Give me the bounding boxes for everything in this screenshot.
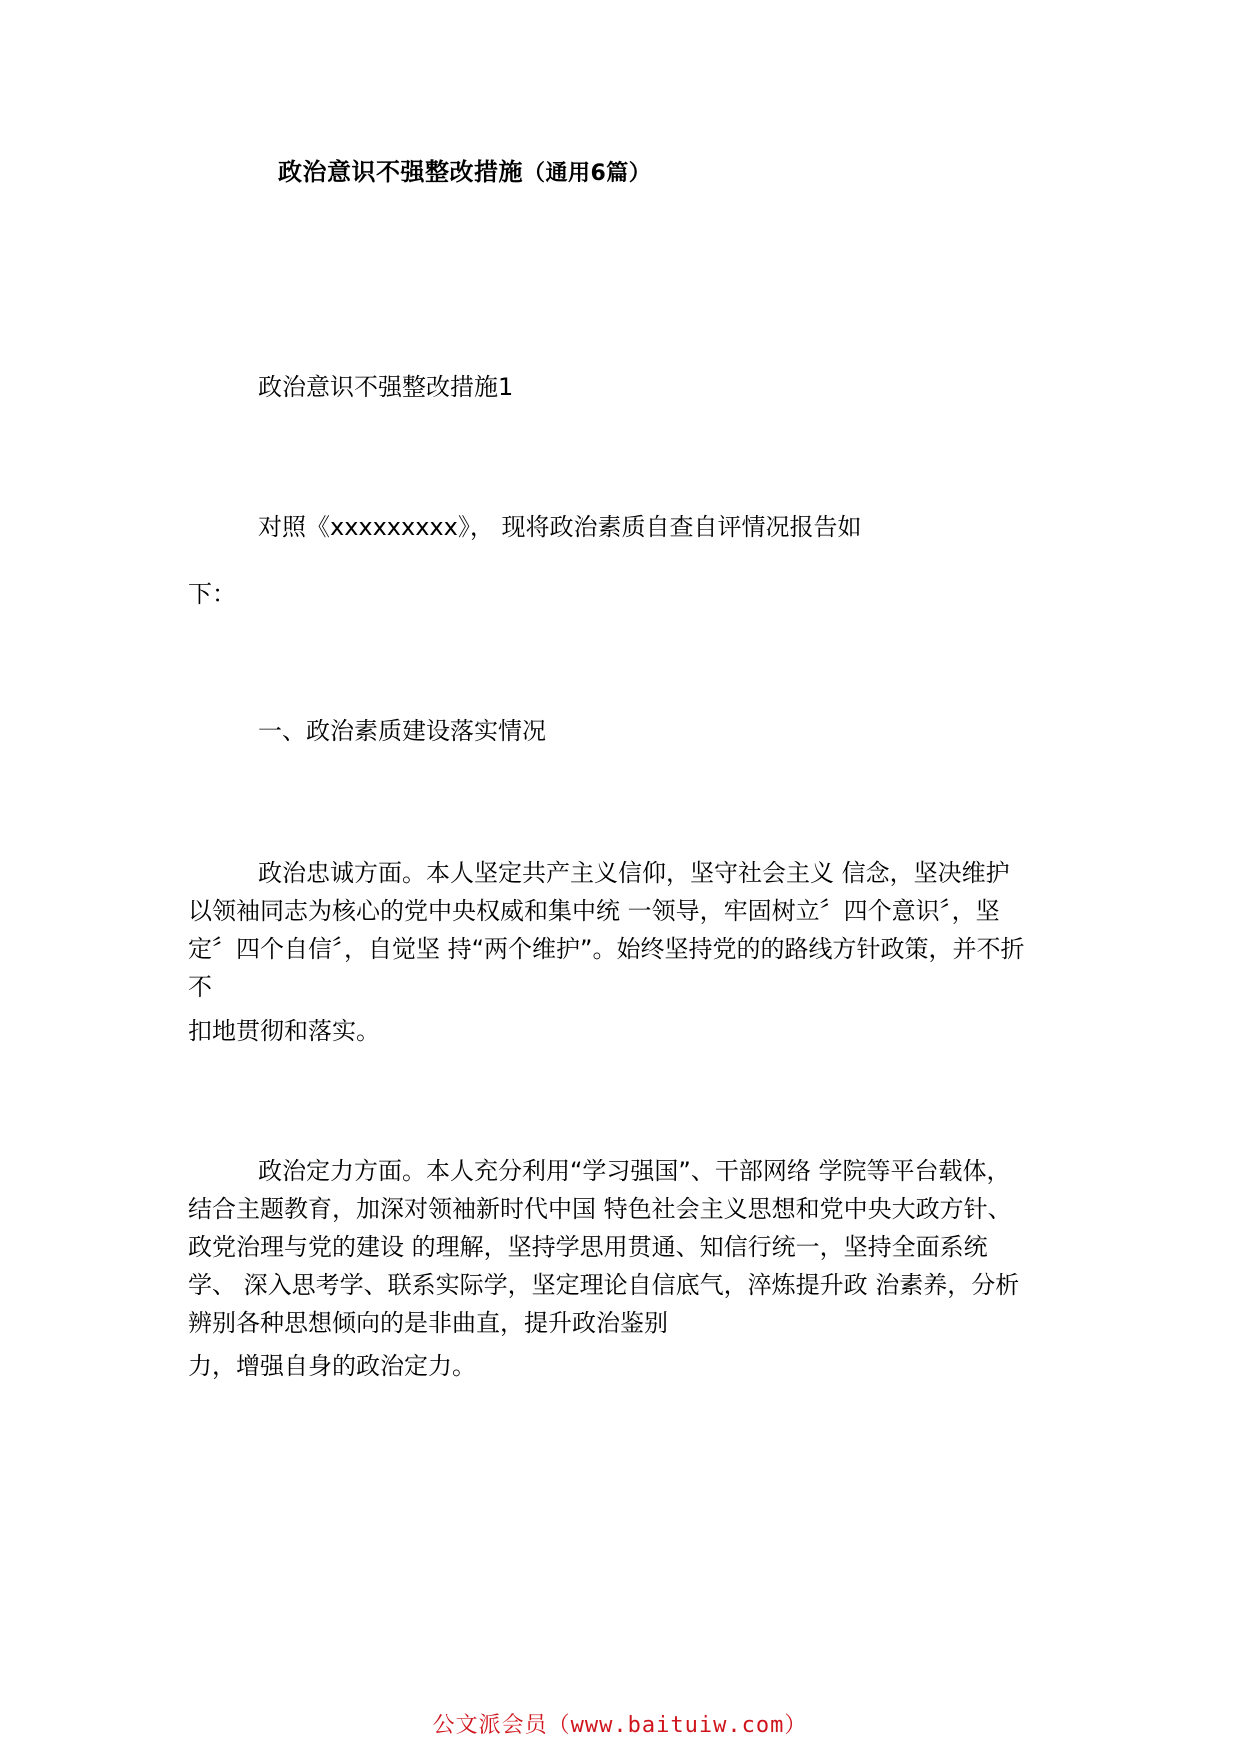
paragraph-1 bbox=[188, 854, 1060, 1006]
footer-label: 公文派会员（ bbox=[432, 1713, 571, 1738]
document-title bbox=[278, 152, 651, 187]
footer-watermark bbox=[0, 1708, 1240, 1739]
footer-url[interactable]: www.baituiw.com bbox=[570, 1713, 785, 1738]
paragraph-1-line: 定〞四个自信〞，自觉坚 持“两个维护”。始终坚持党的的路线方针政策，并不折 bbox=[188, 935, 1025, 963]
paragraph-2-line: 辨别各种思想倾向的是非曲直，提升政治鉴别 bbox=[188, 1309, 668, 1337]
document-title-main: 政治意识不强整改措施 bbox=[278, 158, 523, 186]
paragraph-1-line: 以领袖同志为核心的党中央权威和集中统 一领导，牢固树立〞四个意识〞，坚 bbox=[188, 897, 1000, 925]
heading-1: 一、政治素质建设落实情况 bbox=[258, 717, 546, 745]
paragraph-2-tail: 力，增强自身的政治定力。 bbox=[188, 1352, 476, 1380]
document-title-suffix: （通用6篇） bbox=[523, 161, 652, 186]
intro-line-1: 对照《xxxxxxxxx》， 现将政治素质自查自评情况报告如 bbox=[258, 513, 862, 541]
intro-line-2: 下： bbox=[188, 580, 236, 608]
footer-close: ） bbox=[784, 1713, 808, 1738]
paragraph-1-tail: 扣地贯彻和落实。 bbox=[188, 1017, 380, 1045]
paragraph-2-line: 结合主题教育，加深对领袖新时代中国 特色社会主义思想和党中央大政方针、 bbox=[188, 1195, 1012, 1223]
paragraph-1-line: 政治忠诚方面。本人坚定共产主义信仰，坚守社会主义 信念，坚决维护 bbox=[258, 859, 1010, 887]
paragraph-2-line: 学、 深入思考学、联系实际学，坚定理论自信底气，淬炼提升政 治素养，分析 bbox=[188, 1271, 1020, 1299]
paragraph-2-line: 政党治理与党的建设 的理解，坚持学思用贯通、知信行统一，坚持全面系统 bbox=[188, 1233, 988, 1261]
paragraph-2-line: 政治定力方面。本人充分利用“学习强国”、干部网络 学院等平台载体， bbox=[258, 1157, 1011, 1185]
paragraph-2 bbox=[188, 1152, 1060, 1342]
section-heading: 政治意识不强整改措施1 bbox=[258, 373, 514, 401]
paragraph-1-line: 不 bbox=[188, 973, 212, 1001]
